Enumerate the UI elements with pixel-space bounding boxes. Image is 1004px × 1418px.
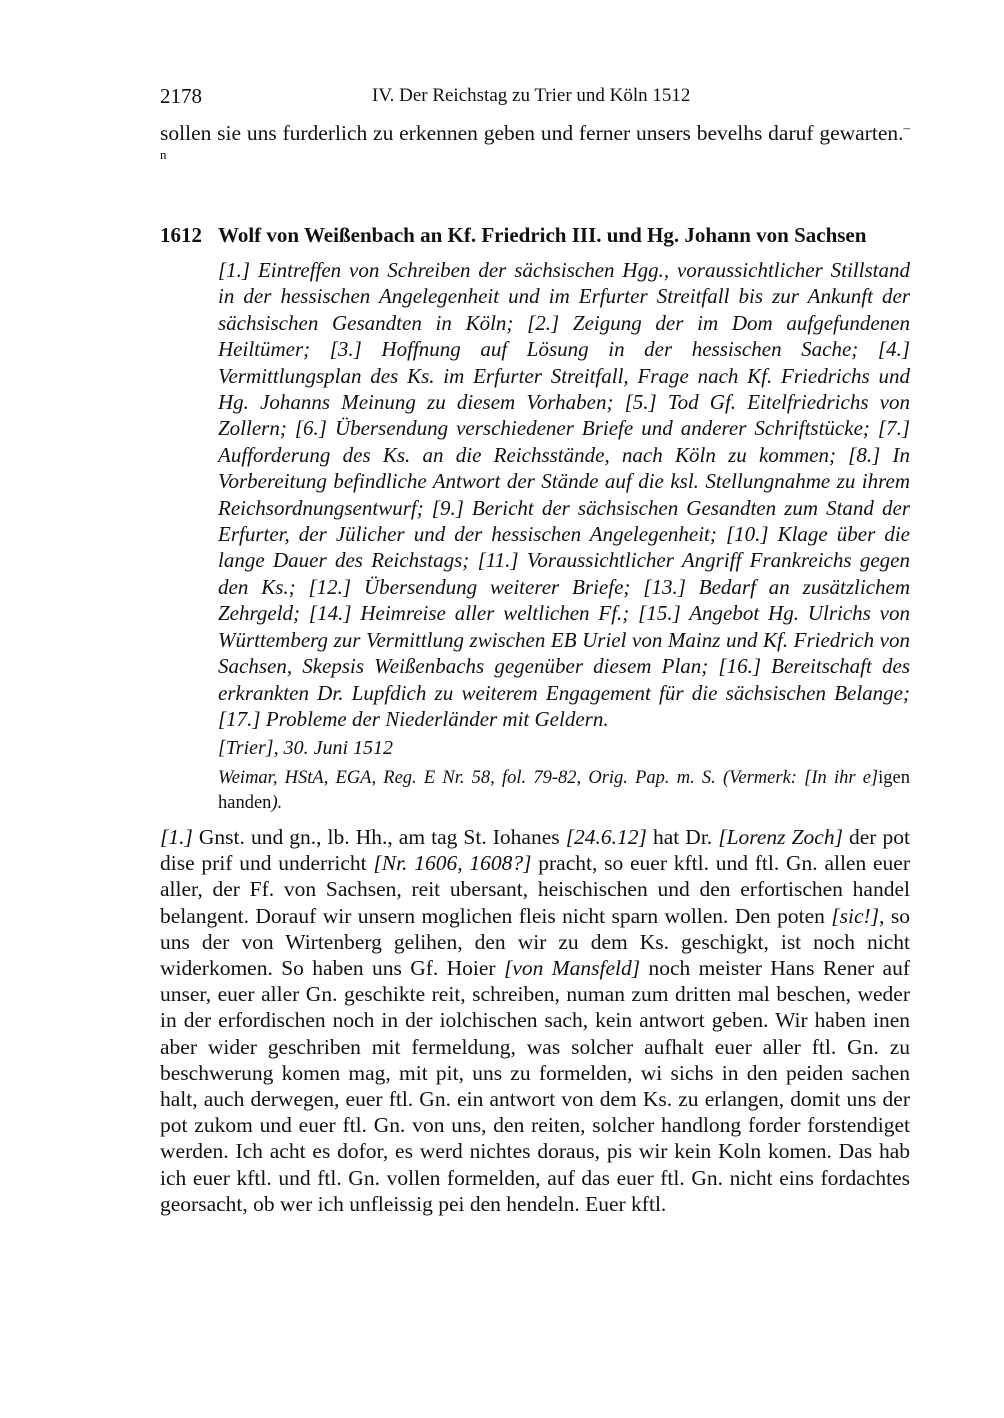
body-text-segment: hat Dr. xyxy=(646,825,719,849)
section-marker: [1.] xyxy=(160,825,193,849)
body-text-segment: , so uns der von Wirtenberg gelihen, den wir zu dem Ks. geschigkt, ist noch nicht widerkomen. So haben uns Gf. Hoier xyxy=(160,903,910,981)
letter-body xyxy=(160,824,910,1217)
note-marker: –n xyxy=(160,119,910,162)
document-heading xyxy=(160,220,910,250)
body-text-segment: pracht, so euer kftl. und ftl. Gn. allen euer aller, der Ff. von Sachsen, reit ubersant, heischischen und den erfortischen handel belangent. Dorauf wir unsern moglichen fleis nicht sparn wollen. Den poten xyxy=(160,851,910,928)
dateline: [Trier], 30. Juni 1512 xyxy=(218,737,394,759)
editorial-name: [von Mansfeld] xyxy=(503,956,641,981)
carryover-text: sollen sie uns furderlich zu erkennen geben und ferner unsers bevelhs daruf gewarten. xyxy=(160,121,904,145)
regest-summary: [1.] Eintreffen von Schreiben der sächsischen Hgg., voraussichtlicher Stillstand in der hessischen Angelegenheit und im Erfurter Streitfall bis zur Ankunft der sächsischen Gesandten in Köln; [2.] Zeigung der im Dom aufgefundenen Heiltümer; [3.] Hoffnung auf Lösung in der hessischen Sache; [4.] Vermittlungsplan des Ks. im Erfurter Streitfall, Frage nach Kf. Friedrichs und Hg. Johanns Meinung zu diesem Vorhaben; [5.] Tod Gf. Eitelfriedrichs von Zollern; [6.] Übersendung verschiedener Briefe und anderer Schriftstücke; [7.] Aufforderung des Ks. an die Reichsstände, nach Köln zu kommen; [8.] In Vorbereitung befindliche Antwort der Stände auf die ksl. Stellungnahme zu ihrem Reichsordnungsentwurf; [9.] Bericht der sächsischen Gesandten zum Stand der Erfurter, der Jülicher und der hessischen Angelegenheit; [10.] Klage über die lange Dauer des Reichstags; [11.] Voraussichtlicher Angriff Frankreichs gegen den Ks.; [12.] Übersendung weiterer Briefe; [13.] Bedarf an zusätzlichem Zehrgeld; [14.] Heimreise aller weltlichen Ff.; [15.] Angebot Hg. Ulrichs von Württemberg zur Vermittlung zwischen EB Uriel von Mainz und Kf. Friedrich von Sachsen, Skepsis Weißenbachs gegenüber diesem Plan; [16.] Bereitschaft des erkrankten Dr. Lupfdich zu weiterem Engagement für die sächsischen Belange; [17.] Probleme der Niederländer mit Geldern. xyxy=(218,258,910,731)
body-text-segment: der pot dise prif und underricht xyxy=(160,825,910,876)
editorial-date: [24.6.12] xyxy=(565,825,647,849)
body-text-segment: Gnst. und gn., lb. Hh., am tag St. Iohanes xyxy=(192,825,566,849)
document-title: Wolf von Weißenbach an Kf. Friedrich III. und Hg. Johann von Sachsen xyxy=(218,223,867,247)
running-head xyxy=(160,82,910,110)
source-note xyxy=(218,766,910,816)
editorial-reference: [Nr. 1606, 1608?] xyxy=(373,851,532,876)
page-number: 2178 xyxy=(160,84,202,108)
body-text-segment: noch meister Hans Rener auf unser, euer aller Gn. geschikte reit, schreiben, numan zum dritten mal beschen, weder in der erfordischen noch in der iolchischen sach, kein antwort geben. Wir haben inen aber wider geschriben mit fermeldung, was solcher aufhalt euer aller ftl. Gn. zu beschwerung komen mag, mit pit, uns zu formelden, wi sichs in den peiden sachen halt, auch derwegen, euer ftl. Gn. ein antwort von dem Ks. zu erlangen, domit uns der pot zukom und euer ftl. Gn. von uns, den reiten, solcher handlong forder forstendiget werden. Ich acht es dofor, es werd nichtes doraus, pis wir kein Koln komen. Das hab ich euer kftl. und ftl. Gn. vollen formelden, auf das euer ftl. Gn. nicht eins fordachtes georsacht, ob wer ich unfleissig pei den hendeln. Euer kftl. xyxy=(160,956,910,1216)
carryover-paragraph xyxy=(160,120,910,174)
source-close: ). xyxy=(271,793,283,813)
running-title: IV. Der Reichstag zu Trier und Köln 1512 xyxy=(372,85,691,106)
document-number: 1612 xyxy=(160,223,202,247)
editorial-sic: [sic!] xyxy=(831,903,880,928)
source-note-upright: igen handen xyxy=(218,768,910,813)
page xyxy=(160,0,910,1418)
source-archive: Weimar, HStA, EGA, Reg. E Nr. 58, fol. 79-82, Orig. Pap. m. S. (Vermerk: [In ihr e] xyxy=(218,768,879,788)
editorial-name: [Lorenz Zoch] xyxy=(718,825,843,849)
